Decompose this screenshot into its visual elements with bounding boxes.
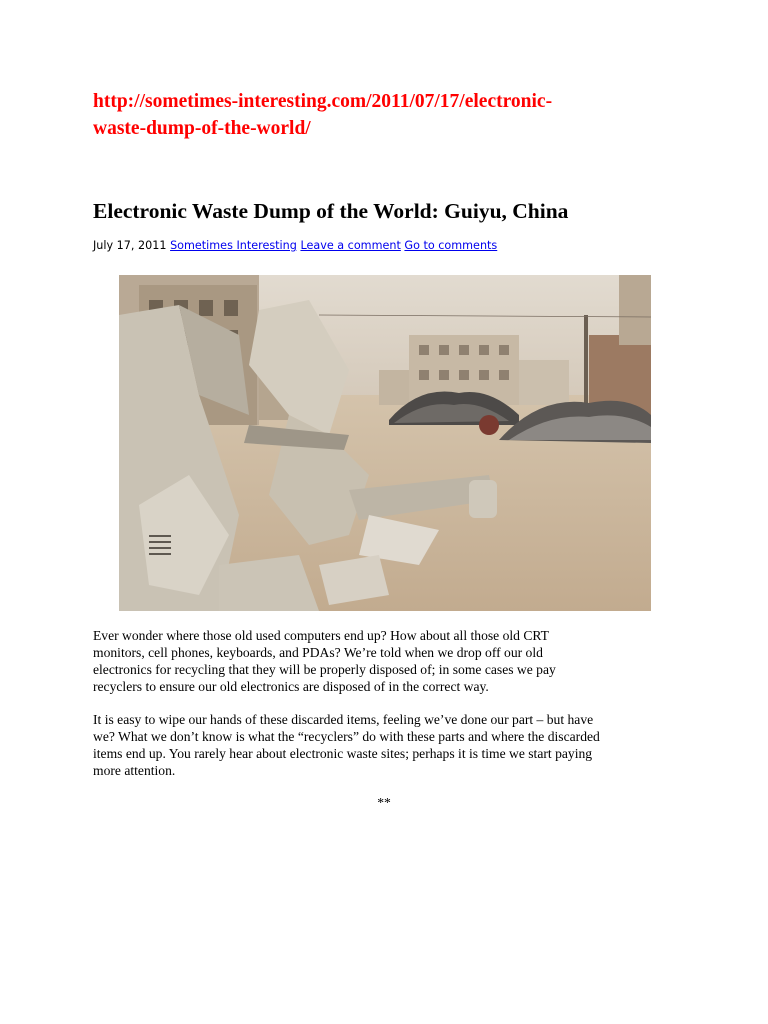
paragraph-line: Ever wonder where those old used computers end up? How about all those old CRT — [93, 628, 549, 643]
paragraph-line: items end up. You rarely hear about electronic waste sites; perhaps it is time we start paying — [93, 746, 593, 761]
paragraph-line: we? What we don’t know is what the “recyclers” do with these parts and where the discarded — [93, 729, 600, 744]
source-url-line-2[interactable]: waste-dump-of-the-world/ — [93, 118, 311, 139]
leave-comment-link[interactable]: Leave a comment — [300, 239, 401, 252]
paragraph-intro — [93, 627, 693, 695]
article-date: July 17, 2011 — [93, 239, 167, 252]
source-url-line-1[interactable]: http://sometimes-interesting.com/2011/07/17/electronic- — [93, 91, 553, 112]
paragraph-attention — [93, 711, 693, 779]
paragraph-line: It is easy to wipe our hands of these discarded items, feeling we’ve done our part – but have — [93, 712, 594, 727]
article-meta — [93, 238, 497, 254]
paragraph-line: monitors, cell phones, keyboards, and PDAs? We’re told when we drop off our old — [93, 645, 543, 660]
paragraph-line: more attention. — [93, 763, 176, 778]
author-link[interactable]: Sometimes Interesting — [170, 239, 297, 252]
ewaste-street-photo — [119, 275, 651, 611]
paragraph-line: recyclers to ensure our old electronics are disposed of in the correct way. — [93, 679, 489, 694]
source-url[interactable] — [93, 88, 693, 142]
article-title: Electronic Waste Dump of the World: Guiyu, China — [93, 199, 569, 223]
section-separator: ** — [377, 795, 391, 810]
paragraph-line: electronics for recycling that they will be properly disposed of; in some cases we pay — [93, 662, 556, 677]
go-to-comments-link[interactable]: Go to comments — [404, 239, 498, 252]
